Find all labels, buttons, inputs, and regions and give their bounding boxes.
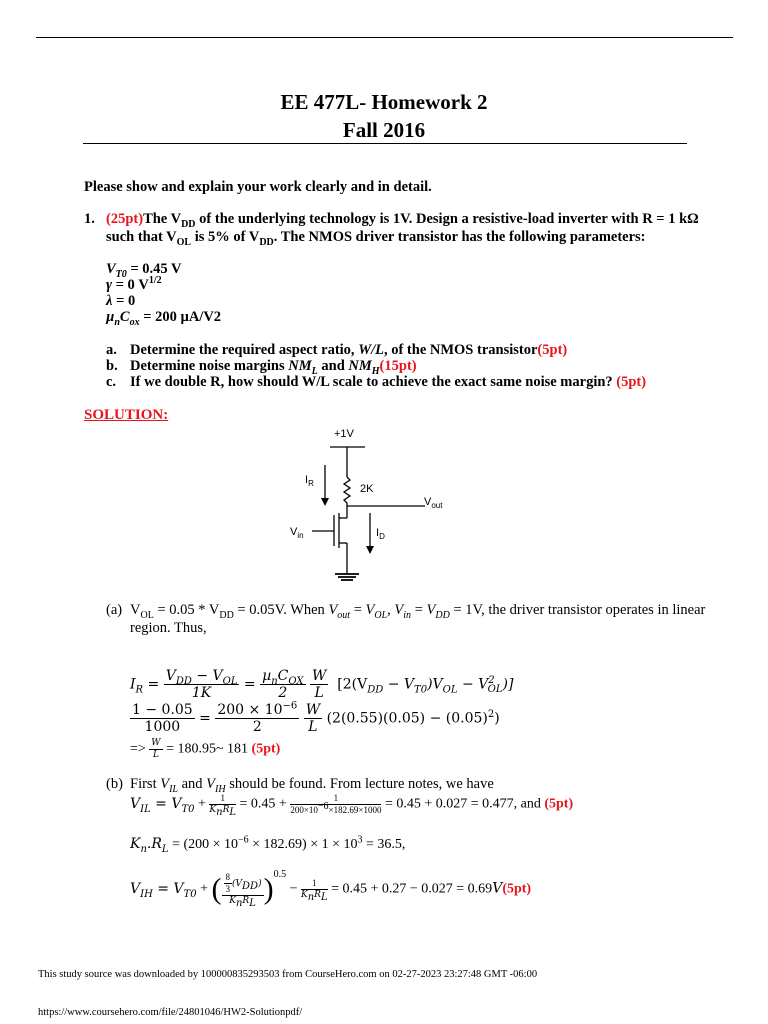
document-title: EE 477L- Homework 2 xyxy=(280,90,488,114)
footer-source: This study source was downloaded by 100000835293503 from CourseHero.com on 02-27-2023 23:27:48 GMT -06:00 xyxy=(38,969,538,980)
equation-vil: $V_{IL} = V_{T0}$ + $\frac{1}{K_nR_L}$ = 0.45 + $\frac{1}{200\times 10^{-6}\times 182.69\times 1000}$ = 0.45 + 0.027 = 0.477, and (5pt) xyxy=(130,793,574,818)
load-resistor xyxy=(344,477,350,503)
problem-points: (25pt) xyxy=(106,211,144,227)
id-label: $I_D$ xyxy=(376,527,385,541)
vdd-label: +1V xyxy=(334,428,354,440)
solution-a-label: (a) xyxy=(106,602,123,618)
resistor-label: 2K xyxy=(360,483,374,495)
instructions: Please show and explain your work clearly and in detail. xyxy=(84,179,432,195)
solution-label: SOLUTION: xyxy=(84,407,169,423)
part-b-label: b. xyxy=(106,358,118,374)
vin-label: $V_{in}$ xyxy=(290,526,304,540)
equation-vih: $V_{IH} = V_{T0}$ + ( $\frac{8}{3}$ $(V_{DD})$ $K_nR_L$ )$^{0.5}$ − $\frac{1}{K_nR_L}$ = 0.45 + 0.27 − 0.027 = 0.69V(5pt) xyxy=(130,869,532,909)
part-c-label: c. xyxy=(106,374,117,390)
equation-knrl: $K_n.R_L = (200 \times 10^{-6} \times 182.69) \times 1 \times 10^3 = 36.5$, xyxy=(130,834,406,855)
ir-label: $I_R$ xyxy=(305,474,314,488)
problem-statement-line2: such that $V_{OL}$ is 5% of $V_{DD}$. The NMOS driver transistor has the following parameters: xyxy=(106,229,646,248)
equation-wl-result: => $\frac{W}{L}$ = 180.95~ 181 (5pt) xyxy=(130,738,281,760)
part-a-question: Determine the required aspect ratio, W/L, of the NMOS transistor(5pt) xyxy=(130,342,568,358)
ir-arrow-head xyxy=(321,498,329,506)
header-rule xyxy=(83,143,687,144)
param-uncox: $\mu_nC_{ox} = 200$ µA/V2 xyxy=(106,309,222,328)
solution-a-text-line2: region. Thus, xyxy=(130,620,207,636)
vout-label: $V_{out}$ xyxy=(424,496,443,510)
solution-b-text: First $V_{IL}$ and $V_{IH}$ should be found. From lecture notes, we have xyxy=(130,776,494,795)
part-b-question: Determine noise margins $NM_L$ and $NM_H(15pt)$ xyxy=(130,358,417,377)
part-c-question: If we double R, how should W/L scale to achieve the exact same noise margin? (5pt) xyxy=(130,374,647,390)
param-lambda: λ = 0 xyxy=(106,293,136,309)
problem-number: 1. xyxy=(84,211,95,227)
solution-b-label: (b) xyxy=(106,776,123,792)
param-vt0: $V_{T0} = 0.45$ V xyxy=(106,261,182,280)
inverter-circuit-diagram xyxy=(280,420,470,595)
footer-url[interactable]: https://www.coursehero.com/file/24801046/HW2-Solutionpdf/ xyxy=(38,1007,303,1018)
solution-a-text-line1: $V_{OL} = 0.05 * V_{DD} = 0.05V$. When $V_{out} = V_{OL}$, $V_{in} = V_{DD} = 1V$, the driver transistor operates in linear xyxy=(130,602,706,621)
problem-statement-line1: (25pt)The $V_{DD}$ of the underlying technology is 1V. Design a resistive-load inverter with R = 1 kΩ xyxy=(106,211,699,230)
id-arrow-head xyxy=(366,546,374,554)
equation-ir: $I_R$ = $\frac{V_{DD} - V_{OL}}{1K}$ = $\frac{\mu_nC_{OX}}{2}$ $\frac{W}{L}$ $[2(V_{DD} - V_{T0})V_{OL} - V^2_{OL})$] xyxy=(130,668,514,701)
top-rule xyxy=(36,37,733,38)
param-gamma: γ = 0 $V^{1/2}$ xyxy=(106,275,162,293)
part-a-label: a. xyxy=(106,342,117,358)
equation-substitution: $\frac{1 - 0.05}{1000}$ = $\frac{200 \times 10^{-6}}{2}$ $\frac{W}{L}$ $(2(0.55)(0.05) - (0.05)^2)$ xyxy=(132,700,500,735)
document-term: Fall 2016 xyxy=(342,118,426,142)
